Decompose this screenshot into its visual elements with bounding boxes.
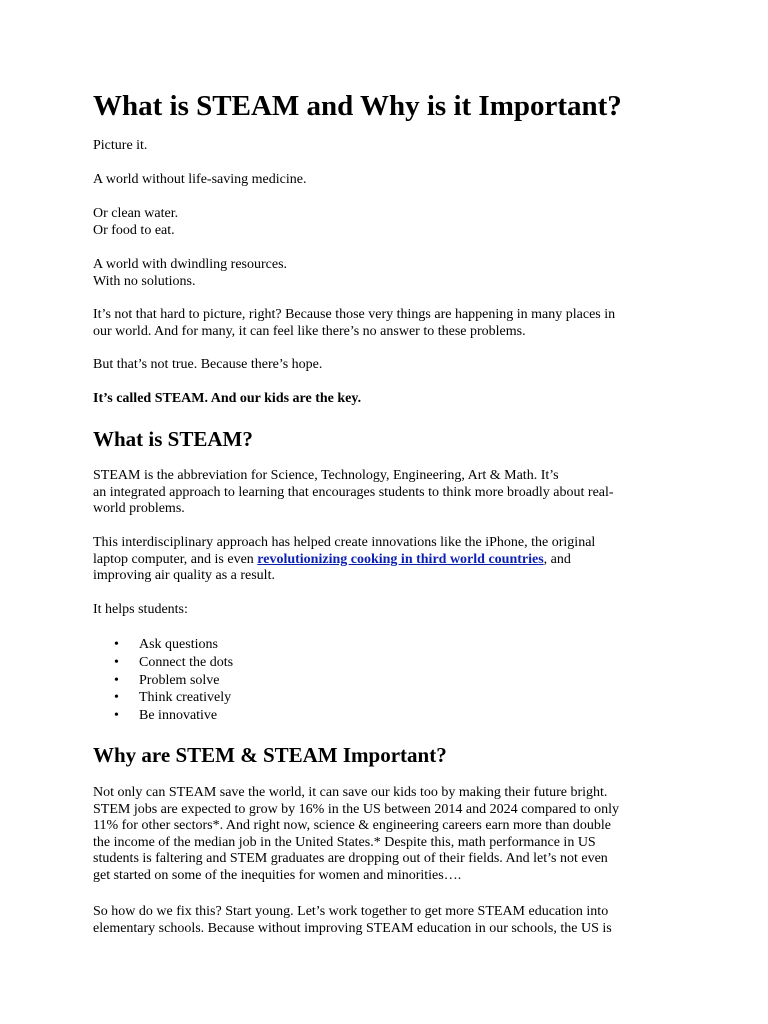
- list-item-text: Ask questions: [139, 637, 218, 652]
- section2-paragraph-1: [93, 785, 678, 885]
- section1-paragraph-3: It helps students:: [93, 602, 188, 617]
- section1-paragraph-2-line-2-end: , and: [543, 551, 571, 567]
- section1-paragraph-1-line-3: world problems.: [93, 501, 185, 517]
- intro-paragraph-1: Picture it.: [93, 138, 148, 153]
- revolutionizing-cooking-link[interactable]: revolutionizing cooking in third world countries: [257, 551, 544, 567]
- intro-key-statement: It’s called STEAM. And our kids are the key.: [93, 391, 362, 406]
- section1-paragraph-2-line-1: This interdisciplinary approach has helped create innovations like the iPhone, the original: [93, 535, 596, 550]
- section2-paragraph-1-line-4: the income of the median job in the United States.* Despite this, math performance in US: [93, 834, 596, 850]
- intro-paragraph-3-line-2: Or food to eat.: [93, 222, 175, 238]
- intro-paragraph-5: [93, 307, 678, 340]
- section-heading-what-is-steam: What is STEAM?: [93, 427, 253, 451]
- section1-paragraph-1-line-2: an integrated approach to learning that encourages students to think more broadly about real-: [93, 484, 614, 500]
- intro-paragraph-5-line-2: our world. And for many, it can feel like there’s no answer to these problems.: [93, 323, 526, 339]
- list-item-text: Problem solve: [139, 672, 220, 688]
- section1-paragraph-1: [93, 468, 678, 518]
- intro-paragraph-4-line-1: A world with dwindling resources.: [93, 257, 288, 272]
- section2-paragraph-2: [93, 904, 678, 937]
- bullet-icon: •: [114, 654, 119, 670]
- section2-paragraph-1-line-2: STEM jobs are expected to grow by 16% in the US between 2014 and 2024 compared to only: [93, 801, 620, 817]
- list-item-text: Connect the dots: [139, 654, 234, 670]
- intro-paragraph-3-line-1: Or clean water.: [93, 206, 179, 221]
- bullet-icon: •: [114, 637, 119, 652]
- section1-paragraph-2-line-3: improving air quality as a result.: [93, 568, 275, 584]
- intro-paragraph-3: [93, 206, 678, 239]
- list-item: [93, 707, 233, 725]
- intro-paragraph-4-line-2: With no solutions.: [93, 273, 196, 289]
- skills-bullet-list: [93, 636, 233, 725]
- intro-paragraph-5-line-1: It’s not that hard to picture, right? Because those very things are happening in many places in: [93, 307, 616, 322]
- intro-paragraph-4: [93, 257, 678, 290]
- intro-paragraph-2: A world without life-saving medicine.: [93, 172, 307, 187]
- section1-paragraph-2: [93, 535, 678, 585]
- list-item: [93, 689, 233, 707]
- section2-paragraph-1-line-5: students is faltering and STEM graduates are dropping out of their fields. And let’s not even: [93, 851, 608, 867]
- list-item: [93, 636, 233, 654]
- list-item-text: Be innovative: [139, 708, 218, 724]
- bullet-icon: •: [114, 672, 119, 688]
- list-item: [93, 654, 233, 672]
- section1-paragraph-2-line-2-start: laptop computer, and is even: [93, 551, 258, 567]
- intro-paragraph-6: But that’s not true. Because there’s hope.: [93, 357, 323, 372]
- section2-paragraph-1-line-6: get started on some of the inequities for women and minorities….: [93, 867, 462, 883]
- list-item: [93, 672, 233, 690]
- section-heading-why-important: Why are STEM & STEAM Important?: [93, 743, 447, 767]
- list-item-text: Think creatively: [139, 690, 232, 706]
- section2-paragraph-1-line-1: Not only can STEAM save the world, it can save our kids too by making their future bright.: [93, 785, 608, 800]
- section2-paragraph-1-line-3: 11% for other sectors*. And right now, science & engineering careers earn more than double: [93, 818, 611, 834]
- document-title: What is STEAM and Why is it Important?: [93, 90, 622, 122]
- bullet-icon: •: [114, 690, 119, 706]
- section2-paragraph-2-line-2: elementary schools. Because without improving STEAM education in our schools, the US is: [93, 920, 612, 936]
- section2-paragraph-2-line-1: So how do we fix this? Start young. Let’s work together to get more STEAM education into: [93, 904, 609, 919]
- section1-paragraph-1-line-1: STEAM is the abbreviation for Science, Technology, Engineering, Art & Math. It’s: [93, 468, 559, 483]
- bullet-icon: •: [114, 708, 119, 724]
